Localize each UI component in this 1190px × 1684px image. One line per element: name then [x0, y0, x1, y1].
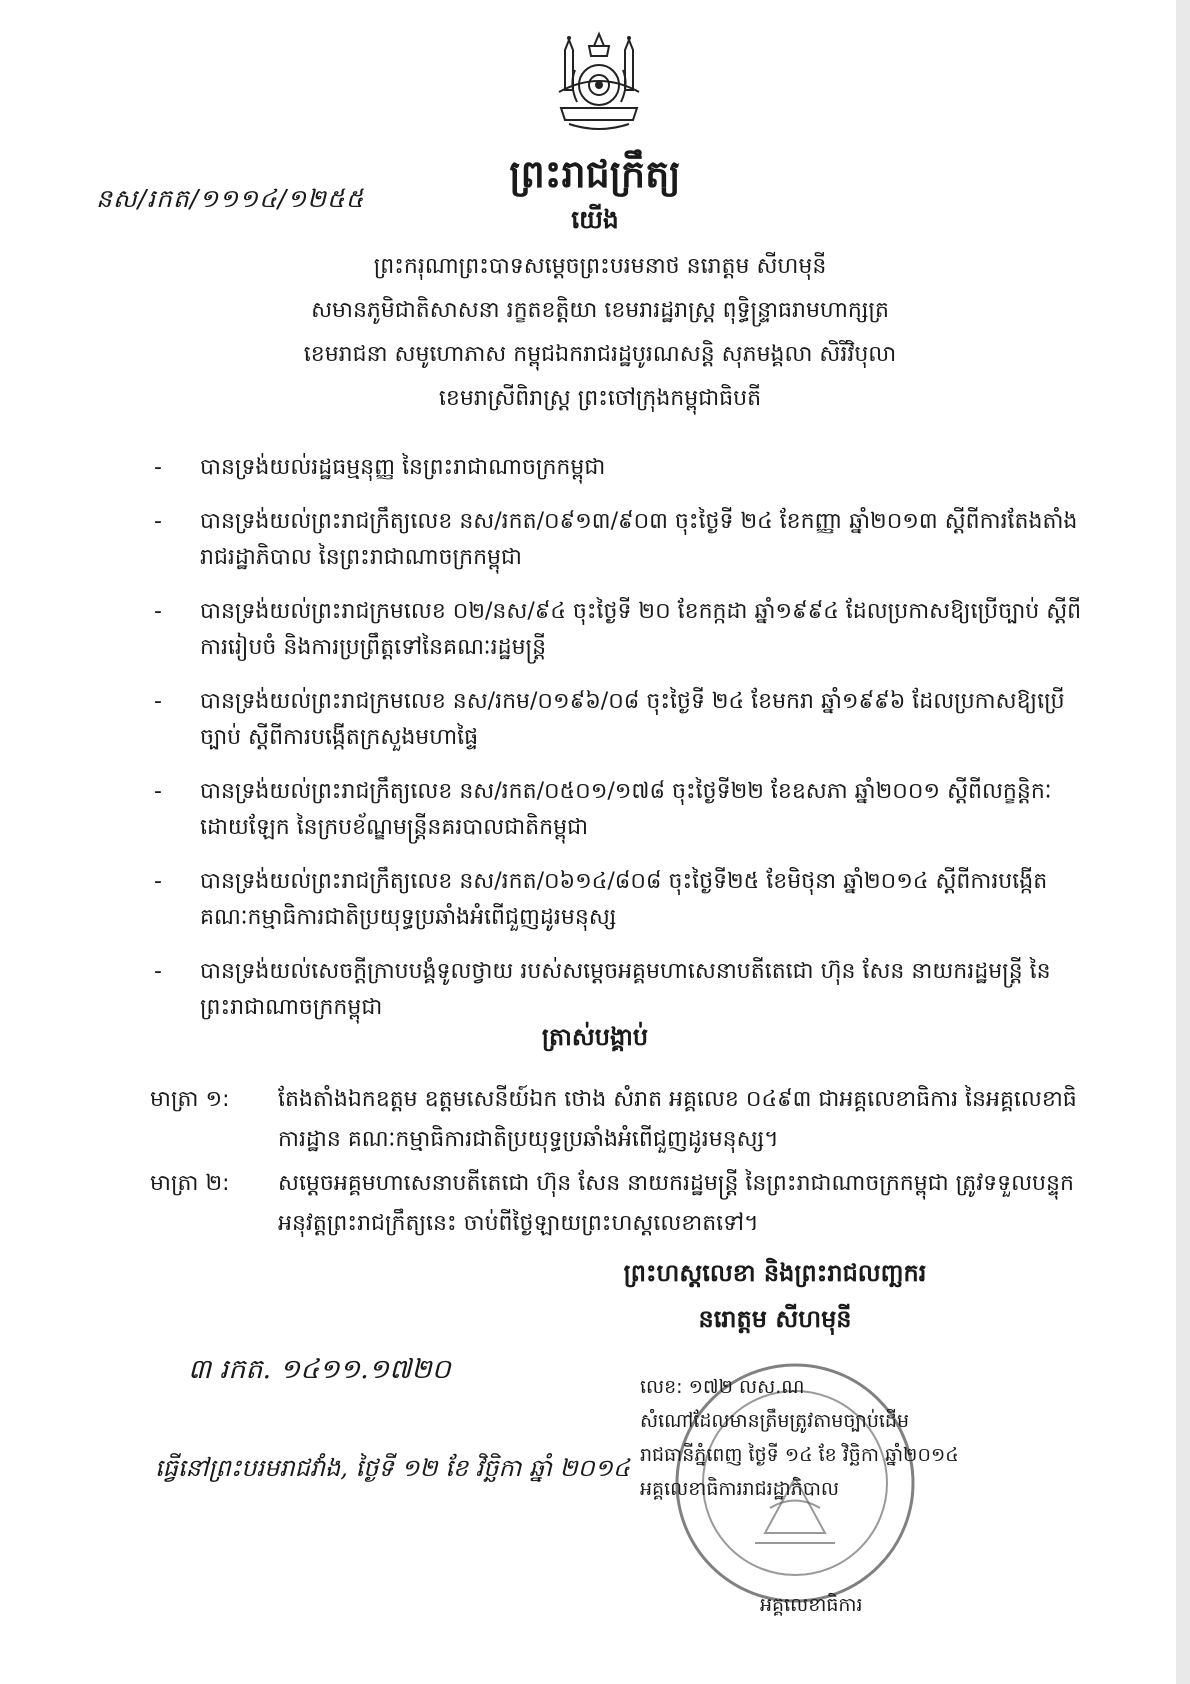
- king-title-line: សមានភូមិជាតិសាសនា រក្ខតខត្តិយា ខេមរារដ្ឋរាស្ត្រ ពុទ្ធិន្ទ្រាធរាមហាក្សត្រ: [311, 298, 889, 323]
- king-title-line: ខេមរាស្រីពិរាស្ត្រ ព្រះចៅក្រុងកម្ពុជាធិបតី: [438, 386, 762, 411]
- seal-line: អគ្គលេខាធិការរាជរដ្ឋាភិបាល: [640, 1478, 839, 1500]
- decides-heading: ត្រាស់បង្គាប់: [541, 1023, 649, 1051]
- preamble-item: - បានទ្រង់យល់ព្រះរាជក្រឹត្យលេខ នស/រកត/០៥០១/១៧៨ ចុះថ្ងៃទី២២ ខែឧសភា ឆ្នាំ២០០១ ស្តីពីលក្ខន្តិកៈដោយឡែក នៃក្របខ័ណ្ឌមន្ត្រីនគរបាលជាតិកម្ពុជា: [154, 779, 1052, 840]
- preamble-item: - បានទ្រង់យល់រដ្ឋធម្មនុញ្ញ នៃព្រះរាជាណាចក្រកម្ពុជា: [154, 455, 606, 480]
- king-title-line: ព្រះករុណាព្រះបាទសម្តេចព្រះបរមនាថ នរោត្តម សីហមុនី: [373, 254, 827, 279]
- scan-edge-shadow: [1176, 0, 1190, 1684]
- place-date: ធ្វើនៅព្រះបរមរាជវាំង, ថ្ងៃទី ១២ ខែ វិច្ឆិកា ឆ្នាំ ២០១៤: [155, 1454, 630, 1482]
- signature-name: នរោត្តម សីហមុនី: [698, 1305, 852, 1333]
- reference-number: នស/រកត/១១១៤/១២៥៥: [96, 184, 365, 213]
- article-label: មាត្រា ២:: [150, 1171, 230, 1196]
- preamble-item: - បានទ្រង់យល់ព្រះរាជក្រមលេខ នស/រកម/០១៩៦/០៨ ចុះថ្ងៃទី ២៤ ខែមករា ឆ្នាំ១៩៩៦ ដែលប្រកាសឱ្យប្រើច្បាប់ ស្តីពីការបង្កើតក្រសួងមហាផ្ទៃ: [154, 689, 1065, 750]
- preamble-item: - បានទ្រង់យល់ព្រះរាជក្រឹត្យលេខ នស/រកត/០៩១៣/៩០៣ ចុះថ្ងៃទី ២៤ ខែកញ្ញា ឆ្នាំ២០១៣ ស្តីពីការតែងតាំងរាជរដ្ឋាភិបាល នៃព្រះរាជាណាចក្រកម្ពុជា: [154, 509, 1078, 570]
- article-text: សម្តេចអគ្គមហាសេនាបតីតេជោ ហ៊ុន សែន នាយករដ្ឋមន្ត្រី នៃព្រះរាជាណាចក្រកម្ពុជា ត្រូវទទួលបន្ទុកអនុវត្តព្រះរាជក្រឹត្យនេះ ចាប់ពីថ្ងៃឡាយព្រះហស្តលេខាតទៅ។: [278, 1171, 1074, 1236]
- preamble-item: - បានទ្រង់យល់សេចក្តីក្រាបបង្គំទូលថ្វាយ របស់សម្តេចអគ្គមហាសេនាបតីតេជោ ហ៊ុន សែន នាយករដ្ឋមន្ត្រី នៃព្រះរាជាណាចក្រកម្ពុជា: [154, 959, 1051, 1020]
- seal-line: លេខ: ១៧២ លស.ណ: [640, 1376, 805, 1398]
- article-2: [150, 1164, 1090, 1244]
- king-title-line: ខេមរាជនា សមូហោភាស កម្ពុជឯករាជរដ្ឋបូរណសន្តិ សុភមង្គលា សិរីវិបុលា: [303, 342, 897, 367]
- seal-line: សំណៅដែលមានត្រឹមត្រូវតាមច្បាប់ដើម: [640, 1410, 910, 1432]
- seal-bottom-text: អគ្គលេខាធិការ: [760, 1594, 863, 1616]
- seal-text: [640, 1370, 1090, 1506]
- article-1: [150, 1080, 1090, 1160]
- preamble-item: - បានទ្រង់យល់ព្រះរាជក្រមលេខ ០២/នស/៩៤ ចុះថ្ងៃទី ២០ ខែកក្កដា ឆ្នាំ១៩៩៤ ដែលប្រកាសឱ្យប្រើច្បាប់ ស្តីពីការរៀបចំ និងការប្រព្រឹត្តទៅនៃគណៈរដ្ឋមន្ត្រី: [154, 599, 1082, 660]
- document-subtitle: យើង: [571, 205, 619, 234]
- signature-title: ព្រះហស្តលេខា និងព្រះរាជលញ្ឆករ: [623, 1259, 927, 1287]
- royal-emblem-icon: [545, 30, 653, 138]
- preamble-item: - បានទ្រង់យល់ព្រះរាជក្រឹត្យលេខ នស/រកត/០៦១៤/៨០៨ ចុះថ្ងៃទី២៥ ខែមិថុនា ឆ្នាំ២០១៤ ស្តីពីការបង្កើតគណៈកម្មាធិការជាតិប្រយុទ្ធប្រឆាំងអំពើជួញដូរមនុស្ស: [154, 869, 1048, 930]
- preamble-list: [154, 450, 1090, 1044]
- seal-line: រាជធានីភ្នំពេញ ថ្ងៃទី ១៤ ខែ វិច្ឆិកា ឆ្នាំ២០១៤: [640, 1444, 959, 1466]
- handwritten-number: ៣ រកត. ១៤១១.១៧២០: [188, 1354, 451, 1385]
- article-text: តែងតាំងឯកឧត្តម ឧត្តមសេនីយ៍ឯក ថោង សំរាត អគ្គលេខ ០៤៩៣ ជាអគ្គលេខាធិការ នៃអគ្គលេខាធិការដ្ឋាន គណៈកម្មាធិការជាតិប្រយុទ្ធប្រឆាំងអំពើជួញដូរមនុស្ស។: [278, 1087, 1077, 1152]
- king-titles: [150, 245, 1050, 421]
- document-title: ព្រះរាជក្រឹត្យ: [509, 152, 681, 196]
- article-label: មាត្រា ១:: [150, 1087, 230, 1112]
- articles: [150, 1080, 1090, 1248]
